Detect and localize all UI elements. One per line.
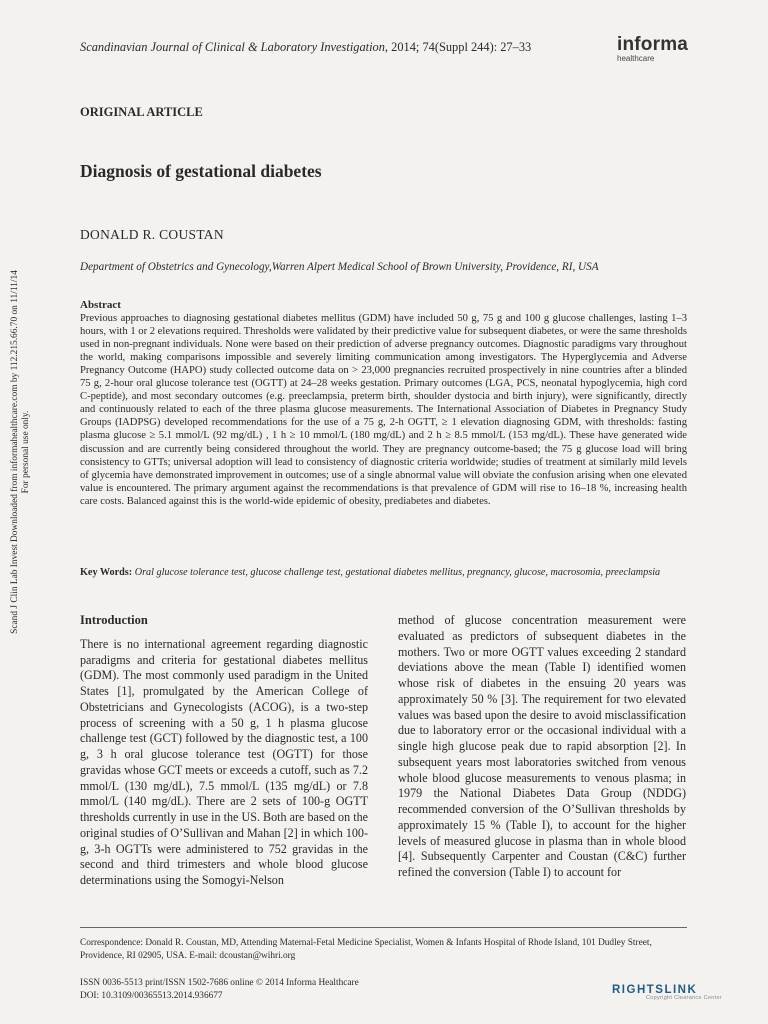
body-column-left — [80, 613, 368, 889]
journal-name: Scandinavian Journal of Clinical & Laboratory Investigation, — [80, 40, 389, 54]
keywords-text: Oral glucose tolerance test, glucose challenge test, gestational diabetes mellitus, pregnancy, glucose, macrosomia, preeclampsia — [132, 567, 661, 578]
correspondence-note: Correspondence: Donald R. Coustan, MD, Attending Maternal-Fetal Medicine Specialist, Women & Infants Hospital of Rhode Island, 101 Dudley Street, Providence, RI 02905, USA. E-mail: dcoustan@wihri.org — [80, 938, 652, 961]
author-affiliation: Department of Obstetrics and Gynecology,Warren Alpert Medical School of Brown University, Providence, RI, USA — [80, 261, 599, 273]
author-name: DONALD R. COUSTAN — [80, 227, 224, 242]
keywords — [80, 567, 690, 578]
logo-sub: healthcare — [617, 54, 655, 63]
article-type: ORIGINAL ARTICLE — [80, 105, 203, 119]
download-note: Scand J Clin Lab Invest Downloaded from informahealthcare.com by 112.215.66.70 on 11/11/14 — [10, 270, 20, 634]
footnote-divider — [80, 927, 687, 928]
article-title: Diagnosis of gestational diabetes — [80, 161, 322, 181]
body-column-right — [398, 613, 686, 881]
logo-brand: informa — [617, 34, 689, 55]
section-heading-introduction: Introduction — [80, 613, 148, 627]
rightslink-sub: Copyright Clearance Center — [646, 995, 722, 1001]
journal-details: 2014; 74(Suppl 244): 27–33 — [388, 40, 532, 54]
doi-line: DOI: 10.3109/00365513.2014.936677 — [80, 991, 223, 1001]
informa-logo — [617, 34, 688, 63]
download-watermark — [10, 262, 32, 642]
personal-use-note: For personal use only. — [21, 410, 31, 494]
keywords-label: Key Words: — [80, 567, 133, 578]
rightslink-logo[interactable] — [612, 984, 722, 1001]
abstract — [80, 299, 687, 508]
publication-info — [80, 977, 359, 1003]
rightslink-text: RIGHTSLINK — [612, 984, 698, 996]
abstract-heading: Abstract — [80, 299, 121, 311]
body-text-left: There is no international agreement regarding diagnostic paradigms and criteria for gestational diabetes mellitus (GDM). The most commonly used paradigm in the United States [1], promulgated by the American College of Obstetricians and Gynecologists (ACOG), is a two-step process of screening with a 50 g, 1 h plasma glucose challenge test (GCT) followed by the diagnostic test, a 100 g, 3 h oral glucose tolerance test (OGTT) for those gravidas whose GCT meets or exceeds a cutoff, such as 7.2 mmol/L (130 mg/dL), 7.5 mmol/L (135 mg/dL) or 7.8 mmol/L (140 mg/dL). There are 2 sets of 100-g OGTT thresholds currently in use in the US. Both are based on the original studies of O’Sullivan and Mahan [2] in which 100-g, 3-h OGTTs were administered to 752 gravidas in the second and third trimesters and whole blood glucose determinations using the Somogyi-Nelson — [80, 636, 368, 887]
journal-citation — [80, 40, 531, 55]
issn-line: ISSN 0036-5513 print/ISSN 1502-7686 online © 2014 Informa Healthcare — [80, 978, 359, 988]
body-text-right: method of glucose concentration measurement were evaluated as predictors of subsequent diabetes in the mothers. Two or more OGTT values exceeding 2 standard deviations above the mean (Table I) identified women whose risk of diabetes in the ensuing 20 years was approximately 50 % [3]. The requirement for two elevated values was based upon the desire to avoid misclassification due to laboratory error or the occasional individual with a single high glucose peak due to rapid absorption [2]. In subsequent years most laboratories switched from venous whole blood glucose measurements to venous plasma; in 1979 the National Diabetes Data Group (NDDG) recommended conversion of the O’Sullivan thresholds by approximately 15 % (Table I), to account for the higher levels of measured glucose in plasma than in whole blood [4]. Subsequently Carpenter and Coustan (C&C) further refined the conversion (Table I) to account for — [398, 613, 686, 879]
abstract-text: Previous approaches to diagnosing gestational diabetes mellitus (GDM) have included 50 g, 75 g and 100 g glucose challenges, lasting 1–3 hours, with 1 or 2 elevations required. Thresholds were validated by their predictive value for subsequent diabetes, or were the same thresholds used in non-pregnant individuals. None were based on their prediction of adverse pregnancy outcomes. Diagnostic paradigms vary throughout the world, making comparisons impossible and severely limiting communication among investigators. The Hyperglycemia and Adverse Pregnancy Outcome (HAPO) study collected outcome data on > 23,000 pregnancies recruited prospectively in nine countries after a blinded 75 g, 2-hour oral glucose tolerance test (OGTT) at 24–28 weeks gestation. Primary outcomes (LGA, PCS, neonatal hypoglycemia, high cord C-peptide), and most secondary outcomes (e.g. preeclampsia, preterm birth, shoulder dystocia and birth injury), were significantly, directly and continuously related to each of the three plasma glucose measurements. The International Association of Diabetes in Pregnancy Study Groups (IADPSG) developed recommendations for the use of a 75 g, 2-h OGTT, ≥ 1 elevation diagnosing GDM, with thresholds: fasting plasma glucose ≥ 5.1 mmol/L (92 mg/dL) , 1 h ≥ 10 mmol/L (180 mg/dL) and 2 h ≥ 8.5 mmol/L (153 mg/dL). These have generated wide discussion and are currently being considered throughout the world. They are pregnancy outcome-based; the 75 g glucose load will bring consistency to GTTs; universal adoption will lead to consistency of diagnostic criteria worldwide; studies of treatment at similarly mild levels of glycemia have demonstrated improvement in outcomes; use of a single abnormal value will obviate the confusion arising when one elevated value is encountered. The primary argument against the recommendations is that prevalence of GDM will rise to 16–18 %, increasing health care costs. Balanced against this is the world-wide epidemic of obesity, prediabetes and diabetes. — [80, 313, 687, 507]
